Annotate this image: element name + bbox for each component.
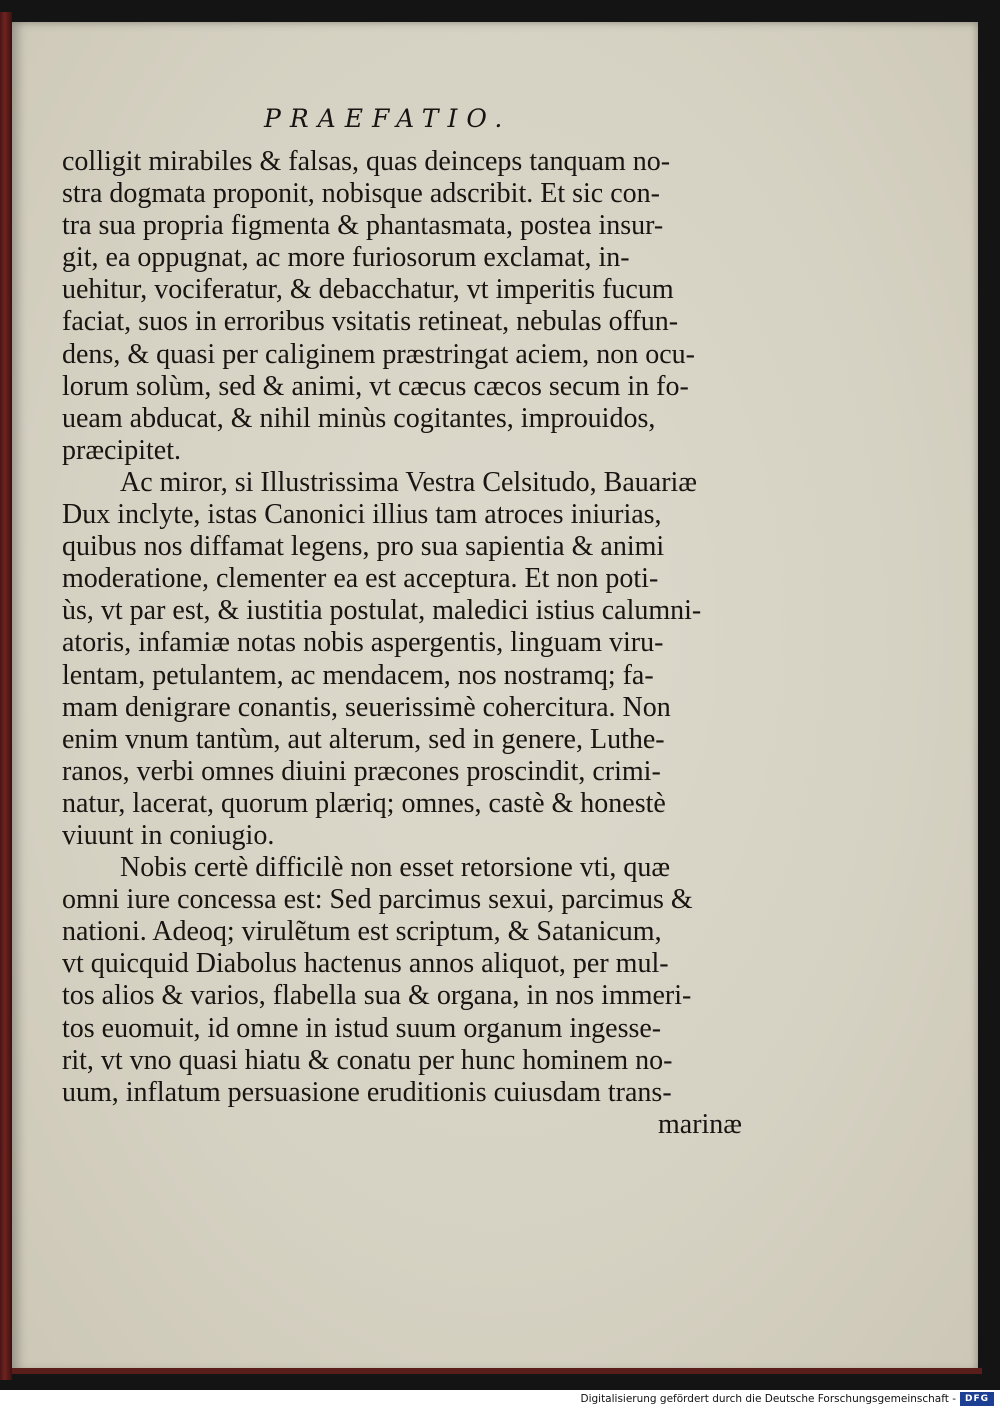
text-line: vt quicquid Diabolus hactenus annos aliquot, per mul- [62,948,669,980]
body-text [62,146,742,1141]
text-line: nationi. Adeoq; virulẽtum est scriptum, & Satanicum, [62,916,662,948]
text-line: tos euomuit, id omne in istud suum organum ingesse- [62,1012,662,1044]
running-head: PRAEFATIO. [264,104,512,133]
page-bottom-edge [12,1368,982,1374]
text-line: ueam abducat, & nihil minùs cogitantes, improuidos, [62,402,656,434]
text-line: ùs, vt par est, & iustitia postulat, maledici istius calumni- [62,595,702,627]
paragraph-start-line: Ac miror, si Illustrissima Vestra Celsitudo, Bauariæ [120,466,697,498]
text-line: omni iure concessa est: Sed parcimus sexui, parcimus & [62,884,693,916]
book-cover-edge [0,12,12,1380]
paragraph-start-line: Nobis certè difficilè non esset retorsione vti, quæ [120,852,671,884]
text-line: lorum solùm, sed & animi, vt cæcus cæcos secum in fo- [62,370,689,402]
funding-credit: Digitalisierung gefördert durch die Deutsche Forschungsgemeinschaft - [580,1393,956,1405]
text-line: mam denigrare conantis, seuerissimè cohercitura. Non [62,691,671,723]
text-line: Dux inclyte, istas Canonici illius tam atroces iniurias, [62,499,662,531]
dfg-logo: DFG [960,1392,994,1406]
text-line: faciat, suos in erroribus vsitatis retineat, nebulas offun- [62,306,679,338]
text-line: ranos, verbi omnes diuini præcones proscindit, crimi- [62,755,661,787]
text-line: tra sua propria figmenta & phantasmata, postea insur- [62,210,664,242]
text-line: uum, inflatum persuasione eruditionis cuiusdam trans- [62,1076,672,1108]
text-line: tos alios & varios, flabella sua & organa, in nos immeri- [62,980,692,1012]
text-line: dens, & quasi per caliginem præstringat aciem, non ocu- [62,338,695,370]
text-line: enim vnum tantùm, aut alterum, sed in genere, Luthe- [62,723,665,755]
text-line: moderatione, clementer ea est acceptura. Et non poti- [62,563,659,595]
text-line: præcipitet. [62,434,181,466]
text-line: viuunt in coniugio. [62,819,275,851]
text-line: natur, lacerat, quorum plæriq; omnes, castè & honestè [62,787,666,819]
text-line: quibus nos diffamat legens, pro sua sapientia & animi [62,531,665,563]
text-line: lentam, petulantem, ac mendacem, nos nostramq; fa- [62,659,654,691]
text-line: rit, vt vno quasi hiatu & conatu per hunc hominem no- [62,1044,673,1076]
text-line: stra dogmata proponit, nobisque adscribit. Et sic con- [62,178,660,210]
text-line: uehitur, vociferatur, & debacchatur, vt imperitis fucum [62,274,674,306]
text-line: colligit mirabiles & falsas, quas deinceps tanquam no- [62,146,671,177]
catchword: marinæ [658,1108,742,1140]
text-line: atoris, infamiæ notas nobis aspergentis, linguam viru- [62,627,664,659]
footer-bar [0,1390,1000,1410]
text-line: git, ea oppugnat, ac more furiosorum exclamat, in- [62,242,630,274]
